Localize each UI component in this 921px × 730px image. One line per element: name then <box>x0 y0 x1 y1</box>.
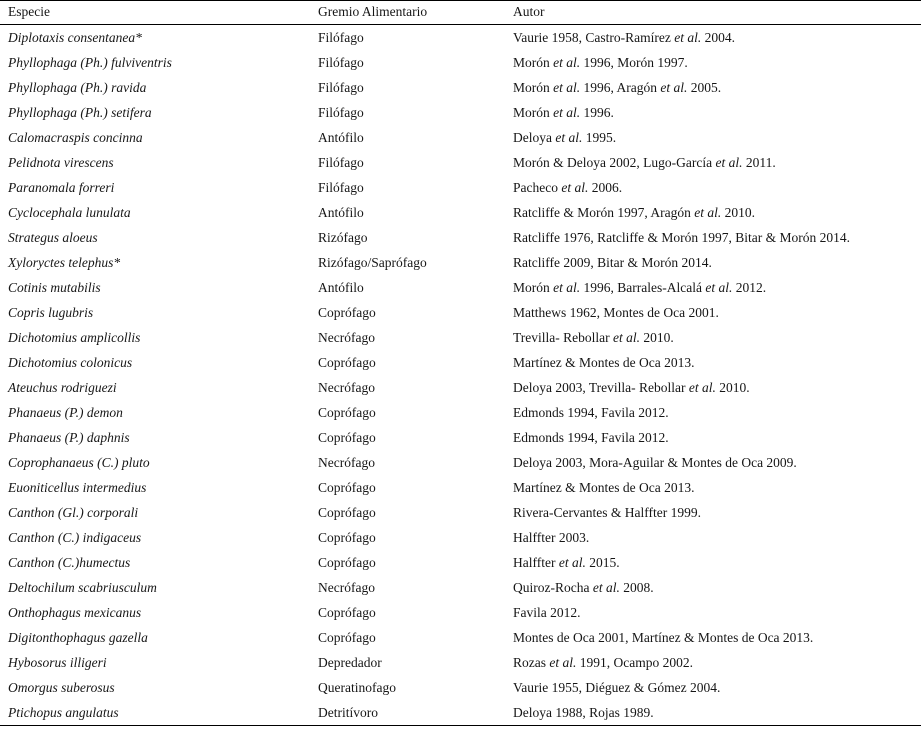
especie-cell: Hybosorus illigeri <box>8 655 107 670</box>
column-header-autor: Autor <box>505 1 921 25</box>
table-row <box>0 700 921 726</box>
autor-cell: Martínez & Montes de Oca 2013. <box>513 355 695 370</box>
autor-cell: Deloya et al. 1995. <box>513 130 617 145</box>
autor-cell: Deloya 2003, Trevilla- Rebollar et al. 2010. <box>513 380 750 395</box>
autor-cell: Trevilla- Rebollar et al. 2010. <box>513 330 674 345</box>
especie-cell: Omorgus suberosus <box>8 680 115 695</box>
gremio-cell: Filófago <box>318 30 364 45</box>
autor-cell: Pacheco et al. 2006. <box>513 180 623 195</box>
autor-cell: Morón et al. 1996, Barrales-Alcalá et al. 2012. <box>513 280 767 295</box>
table-row <box>0 250 921 275</box>
gremio-cell: Coprófago <box>318 405 376 420</box>
especie-cell: Euoniticellus intermedius <box>8 480 147 495</box>
header-row <box>0 1 921 25</box>
especie-cell: Canthon (C.)humectus <box>8 555 131 570</box>
gremio-cell: Coprófago <box>318 505 376 520</box>
table-row <box>0 125 921 150</box>
autor-cell: Deloya 1988, Rojas 1989. <box>513 705 654 720</box>
especie-cell: Canthon (Gl.) corporali <box>8 505 139 520</box>
table-row <box>0 225 921 250</box>
gremio-cell: Necrófago <box>318 380 375 395</box>
table-header <box>0 1 921 25</box>
table-row <box>0 600 921 625</box>
autor-cell: Ratcliffe 2009, Bitar & Morón 2014. <box>513 255 712 270</box>
table-row <box>0 50 921 75</box>
gremio-cell: Depredador <box>318 655 382 670</box>
gremio-cell: Antófilo <box>318 280 364 295</box>
autor-cell: Ratcliffe & Morón 1997, Aragón et al. 2010. <box>513 205 755 220</box>
autor-cell: Ratcliffe 1976, Ratcliffe & Morón 1997, Bitar & Morón 2014. <box>513 230 850 245</box>
table-row <box>0 100 921 125</box>
table-row <box>0 325 921 350</box>
gremio-cell: Antófilo <box>318 205 364 220</box>
table-body <box>0 25 921 726</box>
especie-cell: Ptichopus angulatus <box>8 705 119 720</box>
especie-cell: Ateuchus rodriguezi <box>8 380 117 395</box>
autor-cell: Edmonds 1994, Favila 2012. <box>513 405 669 420</box>
especie-cell: Cyclocephala lunulata <box>8 205 131 220</box>
especie-cell: Paranomala forreri <box>8 180 115 195</box>
especie-cell: Canthon (C.) indigaceus <box>8 530 142 545</box>
table-row <box>0 350 921 375</box>
table-row <box>0 200 921 225</box>
gremio-cell: Filófago <box>318 105 364 120</box>
autor-cell: Montes de Oca 2001, Martínez & Montes de Oca 2013. <box>513 630 814 645</box>
column-header-especie: Especie <box>0 1 310 25</box>
table-row <box>0 375 921 400</box>
table-row <box>0 550 921 575</box>
table-row <box>0 25 921 51</box>
especie-cell: Calomacraspis concinna <box>8 130 143 145</box>
gremio-cell: Coprófago <box>318 355 376 370</box>
gremio-cell: Coprófago <box>318 430 376 445</box>
especie-cell: Dichotomius amplicollis <box>8 330 141 345</box>
autor-cell: Vaurie 1958, Castro-Ramírez et al. 2004. <box>513 30 735 45</box>
especie-cell: Dichotomius colonicus <box>8 355 133 370</box>
autor-cell: Morón & Deloya 2002, Lugo-García et al. 2011. <box>513 155 776 170</box>
autor-cell: Quiroz-Rocha et al. 2008. <box>513 580 654 595</box>
especie-cell: Deltochilum scabriusculum <box>8 580 157 595</box>
gremio-cell: Queratinofago <box>318 680 396 695</box>
especie-cell: Digitonthophagus gazella <box>8 630 148 645</box>
autor-cell: Halffter et al. 2015. <box>513 555 620 570</box>
especie-cell: Xyloryctes telephus* <box>8 255 121 270</box>
especie-cell: Coprophanaeus (C.) pluto <box>8 455 150 470</box>
gremio-cell: Filófago <box>318 155 364 170</box>
table-row <box>0 150 921 175</box>
autor-cell: Rivera-Cervantes & Halffter 1999. <box>513 505 701 520</box>
gremio-cell: Coprófago <box>318 555 376 570</box>
especie-cell: Strategus aloeus <box>8 230 98 245</box>
especie-cell: Phanaeus (P.) demon <box>8 405 123 420</box>
gremio-cell: Filófago <box>318 180 364 195</box>
especie-cell: Phyllophaga (Ph.) setifera <box>8 105 152 120</box>
especie-cell: Phyllophaga (Ph.) fulviventris <box>8 55 172 70</box>
table-row <box>0 625 921 650</box>
gremio-cell: Antófilo <box>318 130 364 145</box>
autor-cell: Morón et al. 1996. <box>513 105 614 120</box>
autor-cell: Halffter 2003. <box>513 530 590 545</box>
gremio-cell: Coprófago <box>318 605 376 620</box>
especie-cell: Copris lugubris <box>8 305 94 320</box>
gremio-cell: Necrófago <box>318 455 375 470</box>
table-row <box>0 500 921 525</box>
table-row <box>0 275 921 300</box>
table-row <box>0 300 921 325</box>
gremio-cell: Necrófago <box>318 330 375 345</box>
table-row <box>0 675 921 700</box>
table-row <box>0 450 921 475</box>
table-row <box>0 650 921 675</box>
autor-cell: Rozas et al. 1991, Ocampo 2002. <box>513 655 693 670</box>
table-row <box>0 525 921 550</box>
especie-cell: Phyllophaga (Ph.) ravida <box>8 80 147 95</box>
table-row <box>0 475 921 500</box>
gremio-cell: Rizófago/Saprófago <box>318 255 427 270</box>
gremio-cell: Coprófago <box>318 305 376 320</box>
gremio-cell: Coprófago <box>318 530 376 545</box>
table-row <box>0 575 921 600</box>
autor-cell: Deloya 2003, Mora-Aguilar & Montes de Oca 2009. <box>513 455 797 470</box>
especie-cell: Diplotaxis consentanea* <box>8 30 142 45</box>
table-row <box>0 75 921 100</box>
autor-cell: Favila 2012. <box>513 605 581 620</box>
autor-cell: Edmonds 1994, Favila 2012. <box>513 430 669 445</box>
column-header-gremio: Gremio Alimentario <box>310 1 505 25</box>
autor-cell: Martínez & Montes de Oca 2013. <box>513 480 695 495</box>
autor-cell: Morón et al. 1996, Aragón et al. 2005. <box>513 80 722 95</box>
especie-cell: Cotinis mutabilis <box>8 280 101 295</box>
autor-cell: Matthews 1962, Montes de Oca 2001. <box>513 305 719 320</box>
gremio-cell: Coprófago <box>318 630 376 645</box>
gremio-cell: Rizófago <box>318 230 368 245</box>
table-row <box>0 175 921 200</box>
table-row <box>0 400 921 425</box>
especie-cell: Onthophagus mexicanus <box>8 605 142 620</box>
gremio-cell: Filófago <box>318 55 364 70</box>
gremio-cell: Necrófago <box>318 580 375 595</box>
autor-cell: Vaurie 1955, Diéguez & Gómez 2004. <box>513 680 721 695</box>
gremio-cell: Detritívoro <box>318 705 378 720</box>
gremio-cell: Filófago <box>318 80 364 95</box>
autor-cell: Morón et al. 1996, Morón 1997. <box>513 55 688 70</box>
gremio-cell: Coprófago <box>318 480 376 495</box>
especie-cell: Pelidnota virescens <box>8 155 114 170</box>
especie-cell: Phanaeus (P.) daphnis <box>8 430 130 445</box>
table-row <box>0 425 921 450</box>
